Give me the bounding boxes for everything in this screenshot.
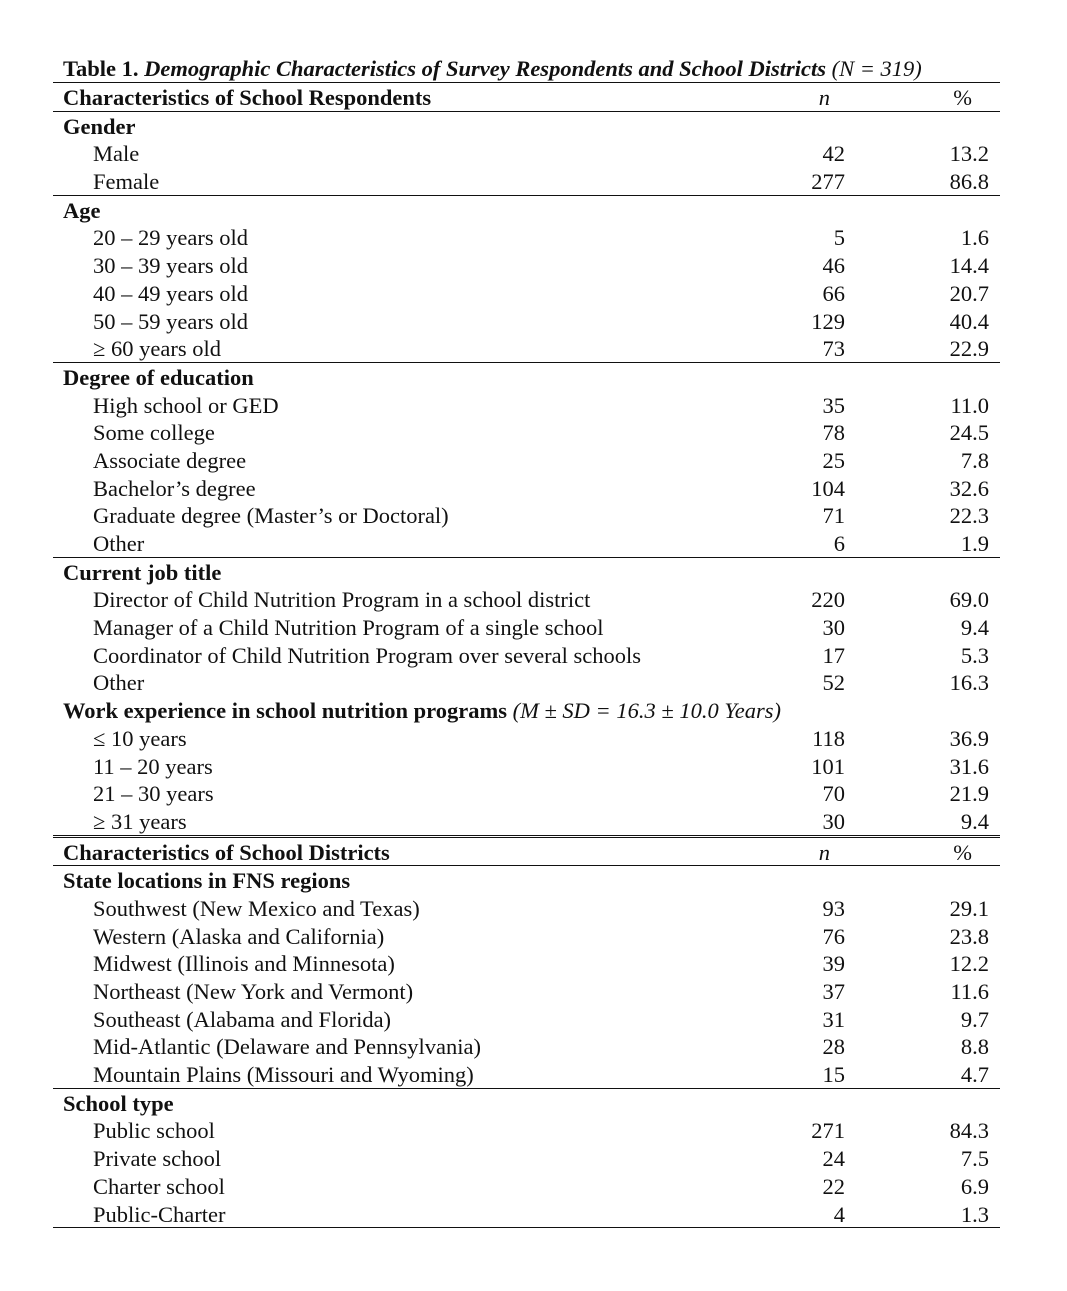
row-n: 5 <box>833 225 845 251</box>
section-title: State locations in FNS regions <box>63 868 351 894</box>
table-row <box>53 1060 1000 1089</box>
row-percent: 1.3 <box>960 1201 989 1227</box>
table-row <box>53 807 1000 838</box>
row-percent: 9.7 <box>960 1006 989 1032</box>
table-number: Table 1. <box>63 56 139 81</box>
row-n: 93 <box>822 895 845 921</box>
section-title: Degree of education <box>63 364 254 390</box>
row-label: Mountain Plains (Missouri and Wyoming) <box>93 1062 474 1088</box>
row-n: 70 <box>822 781 845 807</box>
districts-header-label: Characteristics of School Districts <box>63 839 390 865</box>
row-label: Other <box>93 531 145 556</box>
section-school-type <box>53 1089 1000 1117</box>
row-n: 73 <box>822 336 845 362</box>
table-row <box>53 1200 1000 1229</box>
row-label: Male <box>93 141 140 167</box>
table-row <box>53 279 1000 307</box>
section-age <box>53 196 1000 224</box>
table-row <box>53 585 1000 613</box>
table-row <box>53 1144 1000 1172</box>
row-n: 52 <box>822 670 845 696</box>
table-row <box>53 1005 1000 1033</box>
table-row <box>53 501 1000 529</box>
row-percent: 23.8 <box>949 923 989 949</box>
table-row <box>53 1116 1000 1144</box>
row-n: 35 <box>822 392 845 418</box>
table-row <box>53 668 1000 696</box>
row-percent: 32.6 <box>949 475 989 501</box>
row-percent: 7.5 <box>960 1146 989 1172</box>
row-percent: 29.1 <box>949 895 989 921</box>
row-percent: 11.0 <box>950 392 989 418</box>
row-percent: 11.6 <box>950 979 989 1004</box>
table-row <box>53 1032 1000 1060</box>
row-label: High school or GED <box>93 392 279 418</box>
table-title: Demographic Characteristics of Survey Respondents and School Districts <box>144 56 826 81</box>
row-n: 71 <box>822 503 845 529</box>
respondents-header-row <box>53 83 1000 112</box>
table-row <box>53 167 1000 196</box>
row-label: Southeast (Alabama and Florida) <box>93 1006 392 1032</box>
table-row <box>53 474 1000 502</box>
row-percent: 8.8 <box>960 1034 989 1060</box>
row-percent: 13.2 <box>949 141 989 167</box>
row-percent: 14.4 <box>949 253 989 279</box>
row-percent: 20.7 <box>949 280 989 306</box>
demographics-table <box>53 52 1000 1228</box>
row-n: 30 <box>822 808 845 834</box>
table-row <box>53 334 1000 363</box>
table-row <box>53 779 1000 807</box>
section-title: Current job title <box>63 559 222 585</box>
row-label: Charter school <box>93 1173 225 1199</box>
table-row <box>53 894 1000 922</box>
row-n: 4 <box>833 1201 845 1227</box>
row-n: 66 <box>822 280 845 306</box>
row-percent: 69.0 <box>949 587 989 613</box>
districts-header-row <box>53 838 1000 867</box>
row-percent: 5.3 <box>960 642 989 668</box>
row-label: 11 – 20 years <box>93 753 213 779</box>
row-n: 42 <box>822 141 845 167</box>
row-label: Other <box>93 670 145 696</box>
section-job-title <box>53 558 1000 586</box>
table-caption <box>53 52 1000 83</box>
table-row <box>53 613 1000 641</box>
row-label: Graduate degree (Master’s or Doctoral) <box>93 503 449 529</box>
row-label: 20 – 29 years old <box>93 225 248 251</box>
row-percent: 1.9 <box>960 531 989 556</box>
table-row <box>53 251 1000 279</box>
row-n: 271 <box>811 1118 845 1144</box>
percent-column-header: % <box>953 839 972 865</box>
row-n: 31 <box>822 1006 845 1032</box>
table-row <box>53 922 1000 950</box>
row-percent: 21.9 <box>949 781 989 807</box>
section-gender <box>53 112 1000 140</box>
table-row <box>53 391 1000 419</box>
row-label: 40 – 49 years old <box>93 280 248 306</box>
row-percent: 40.4 <box>949 308 989 334</box>
table-row <box>53 307 1000 335</box>
row-percent: 1.6 <box>960 225 989 251</box>
row-percent: 31.6 <box>949 753 989 779</box>
row-n: 118 <box>812 725 845 751</box>
row-n: 220 <box>811 587 845 613</box>
section-fns-regions <box>53 866 1000 894</box>
row-n: 22 <box>822 1173 845 1199</box>
row-n: 129 <box>811 308 845 334</box>
row-label: 21 – 30 years <box>93 781 214 807</box>
row-n: 277 <box>811 169 845 195</box>
section-title: Gender <box>63 113 136 139</box>
row-label: Female <box>93 169 160 195</box>
row-label: 50 – 59 years old <box>93 308 248 334</box>
row-n: 101 <box>811 753 845 779</box>
table-row <box>53 949 1000 977</box>
table-row <box>53 641 1000 669</box>
n-column-header: n <box>818 85 830 110</box>
section-title <box>63 696 781 726</box>
row-n: 25 <box>822 447 845 473</box>
row-label: Some college <box>93 420 215 446</box>
row-label: Midwest (Illinois and Minnesota) <box>93 951 395 977</box>
row-label: ≤ 10 years <box>93 725 187 751</box>
row-percent: 84.3 <box>949 1118 989 1144</box>
row-label: Public school <box>93 1118 215 1144</box>
row-n: 39 <box>822 951 845 977</box>
row-n: 37 <box>822 979 845 1004</box>
row-label: Public-Charter <box>93 1201 226 1227</box>
row-label: ≥ 60 years old <box>93 336 221 362</box>
section-work-experience <box>53 696 1000 724</box>
section-title: Age <box>63 197 101 223</box>
percent-column-header: % <box>953 85 972 110</box>
row-label: Bachelor’s degree <box>93 475 256 501</box>
row-percent: 16.3 <box>949 670 989 696</box>
row-n: 76 <box>822 923 845 949</box>
row-label: Southwest (New Mexico and Texas) <box>93 895 420 921</box>
table-row <box>53 529 1000 558</box>
row-label: Manager of a Child Nutrition Program of a single school <box>93 615 604 641</box>
table-row <box>53 446 1000 474</box>
row-label: Northeast (New York and Vermont) <box>93 979 414 1004</box>
row-n: 78 <box>822 420 845 446</box>
section-title-text: Work experience in school nutrition programs <box>63 698 507 724</box>
row-n: 30 <box>822 615 845 641</box>
row-label: ≥ 31 years <box>93 808 187 834</box>
row-percent: 22.9 <box>949 336 989 362</box>
row-percent: 6.9 <box>960 1173 989 1199</box>
row-percent: 22.3 <box>949 503 989 529</box>
n-column-header: n <box>818 839 830 865</box>
table-row <box>53 223 1000 251</box>
row-n: 46 <box>822 253 845 279</box>
table-row <box>53 752 1000 780</box>
table-row <box>53 139 1000 167</box>
row-n: 104 <box>811 475 845 501</box>
row-label: Western (Alaska and California) <box>93 923 385 949</box>
table-row <box>53 418 1000 446</box>
row-label: Mid-Atlantic (Delaware and Pennsylvania) <box>93 1034 481 1060</box>
row-percent: 7.8 <box>960 447 989 473</box>
row-n: 17 <box>822 642 845 668</box>
section-education <box>53 363 1000 391</box>
table-row <box>53 724 1000 752</box>
row-percent: 12.2 <box>949 951 989 977</box>
row-percent: 4.7 <box>960 1062 989 1088</box>
row-label: Director of Child Nutrition Program in a school district <box>93 587 591 613</box>
respondents-header-label: Characteristics of School Respondents <box>63 85 432 110</box>
row-label: Associate degree <box>93 447 247 473</box>
section-title: School type <box>63 1090 174 1116</box>
table-row <box>53 1172 1000 1200</box>
row-n: 6 <box>833 531 845 556</box>
row-label: 30 – 39 years old <box>93 253 248 279</box>
experience-mean-note: (M ± SD = 16.3 ± 10.0 Years) <box>512 698 782 724</box>
row-percent: 9.4 <box>960 615 989 641</box>
table-row <box>53 977 1000 1005</box>
row-n: 28 <box>822 1034 845 1060</box>
row-percent: 24.5 <box>949 420 989 446</box>
row-percent: 36.9 <box>949 725 989 751</box>
row-label: Private school <box>93 1146 222 1172</box>
row-n: 15 <box>822 1062 845 1088</box>
row-percent: 9.4 <box>960 808 989 834</box>
sample-size-note: (N = 319) <box>831 56 922 81</box>
row-label: Coordinator of Child Nutrition Program over several schools <box>93 642 642 668</box>
row-percent: 86.8 <box>949 169 989 195</box>
row-n: 24 <box>822 1146 845 1172</box>
